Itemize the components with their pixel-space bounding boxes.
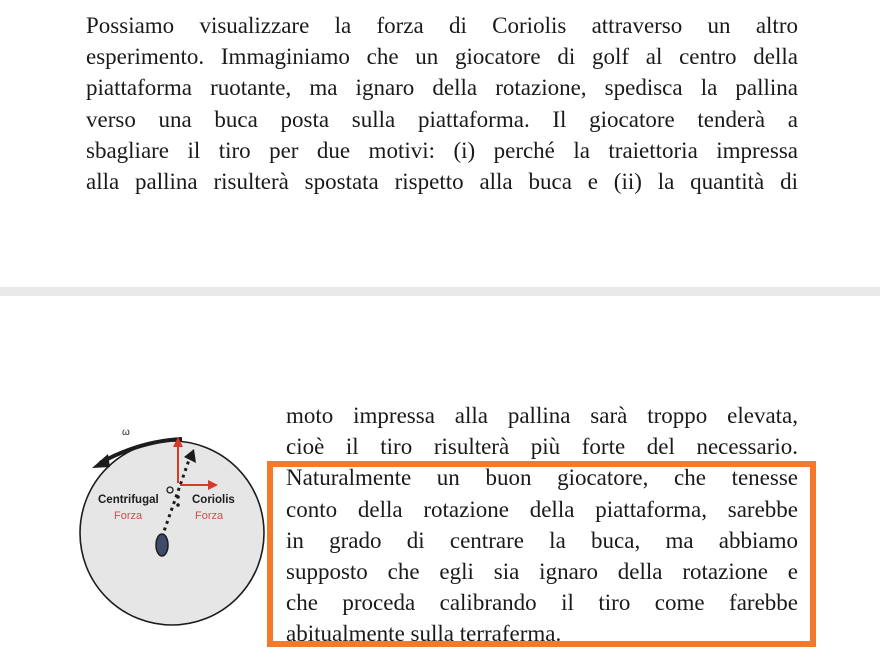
text-line: Naturalmente un buon giocatore, che tenesse	[286, 465, 798, 491]
text-line: supposto che egli sia ignaro della rotazione e	[286, 559, 798, 585]
text-line: alla pallina risulterà spostata rispetto alla buca e (ii) la quantità di	[86, 169, 798, 195]
platform-disk	[80, 441, 264, 625]
text-line: piattaforma ruotante, ma ignaro della rotazione, spedisca la pallina	[86, 75, 798, 101]
coriolis-figure	[70, 405, 280, 650]
figure-drawing	[70, 405, 280, 650]
text-line: Possiamo visualizzare la forza di Coriolis attraverso un altro	[86, 13, 798, 38]
top-paragraph	[86, 10, 798, 197]
text-line: conto della rotazione della piattaforma, sarebbe	[286, 496, 798, 522]
rotation-arrowhead	[92, 454, 110, 468]
centrifugal-sub-label: Forza	[114, 510, 143, 522]
centrifugal-label: Centrifugal	[98, 494, 159, 506]
text-line: abitualmente sulla terraferma.	[286, 621, 562, 647]
omega-label: ω	[122, 427, 130, 438]
text-line: esperimento. Immaginiamo che un giocatore di golf al centro della	[86, 44, 798, 70]
golf-ball	[156, 534, 168, 556]
text-line: in grado di centrare la buca, ma abbiamo	[286, 527, 798, 553]
text-line: sbagliare il tiro per due motivi: (i) perché la traiettoria impressa	[86, 137, 798, 163]
text-line: verso una buca posta sulla piattaforma. Il giocatore tenderà a	[86, 106, 798, 132]
text-line: moto impressa alla pallina sarà troppo elevata,	[286, 403, 798, 428]
highlight-box	[267, 461, 816, 647]
page-separator	[0, 287, 880, 296]
dot	[176, 503, 180, 507]
coriolis-label: Coriolis	[192, 494, 235, 506]
dot	[176, 495, 180, 499]
coriolis-sub-label: Forza	[195, 510, 224, 522]
text-line: che proceda calibrando il tiro come farebbe	[286, 590, 798, 616]
text-line: cioè il tiro risulterà più forte del necessario.	[286, 434, 798, 460]
